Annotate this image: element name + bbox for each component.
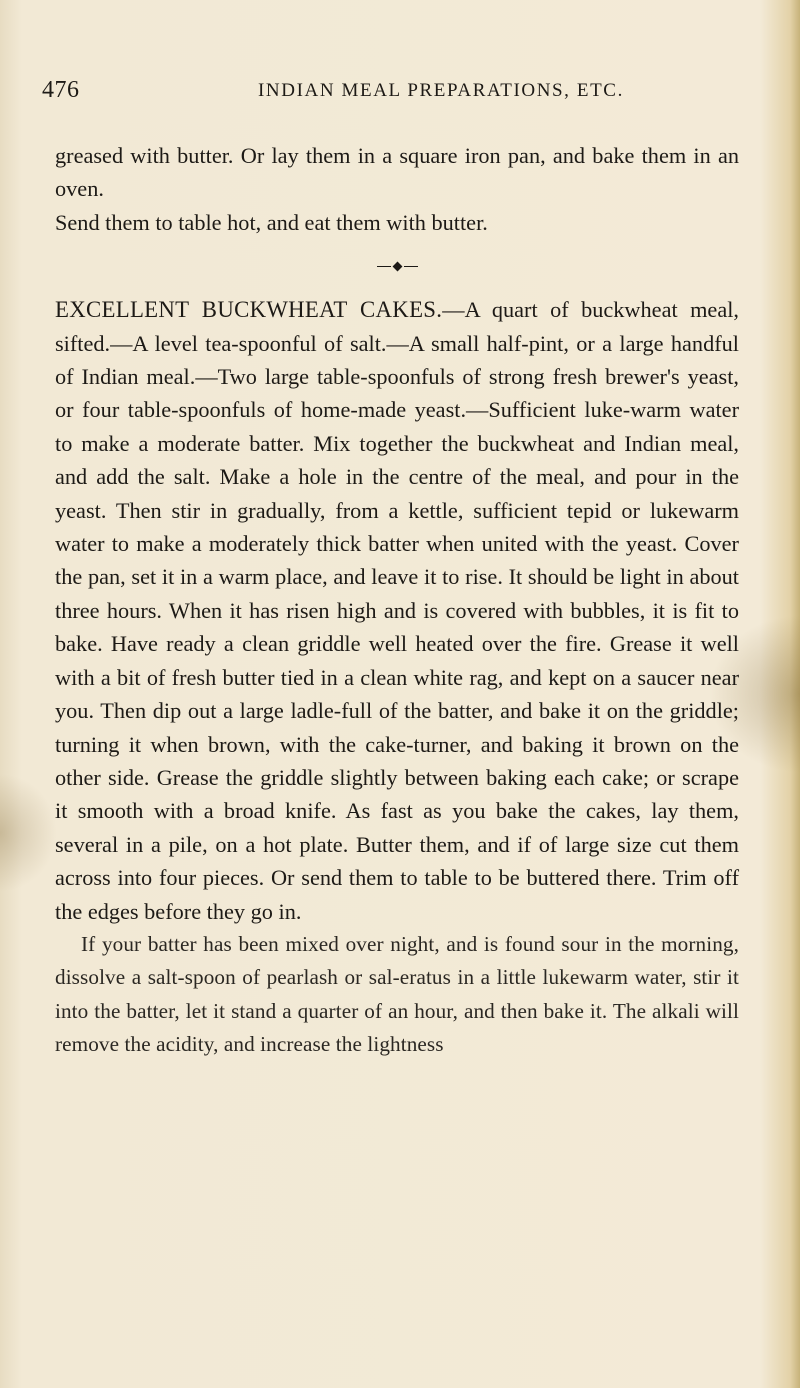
body-text [55, 139, 739, 1062]
divider-dash-left [377, 266, 391, 267]
recipe-note: If your batter has been mixed over night, and is found sour in the morning, dissolve a salt-spoon of pearlash or sal-eratus in a little lukewarm water, stir it into the batter, let it stand a quarter of an hour, and then bake it. The alkali will remove the acidity, and increase the lightness [55, 931, 739, 1057]
recipe-title: EXCELLENT BUCKWHEAT CAKES. [55, 297, 443, 323]
serving-text: Send them to table hot, and eat them with butter. [55, 209, 488, 235]
note-paragraph [55, 928, 739, 1062]
recipe-ingredients: —A quart of buckwheat meal, sifted.—A level tea-spoonful of salt.—A small half-pint, or a large handful of Indian meal.—Two large table-spoonfuls of strong fresh brewer's yeast, or four table-spoonfuls of home-made yeast.—Sufficient luke-warm water to make a moderate batter. [55, 297, 739, 456]
page-number: 476 [42, 77, 80, 103]
section-divider [55, 256, 739, 276]
continuation-paragraph: greased with butter. Or lay them in a square iron pan, and bake them in an oven. [55, 143, 739, 202]
diamond-icon [392, 261, 402, 271]
page-header [42, 77, 742, 113]
divider-dash-right [404, 266, 418, 267]
recipe-directions: Mix together the buckwheat and Indian meal, and add the salt. Make a hole in the centre of the meal, and pour in the yeast. Then stir in gradually, from a kettle, sufficient tepid or lukewarm water to make a moderately thick batter when united with the yeast. Cover the pan, set it in a warm place, and leave it to rise. It should be light in about three hours. When it has risen high and is covered with bubbles, it is fit to bake. Have ready a clean griddle well heated over the fire. Grease it well with a bit of fresh butter tied in a clean white rag, and kept on a saucer near you. Then dip out a large ladle-full of the batter, and bake it on the griddle; turning it when brown, with the cake-turner, and baking it brown on the other side. Grease the griddle slightly between baking each cake; or scrape it smooth with a broad knife. As fast as you bake the cakes, lay them, several in a pile, on a hot plate. Butter them, and if of large size cut them across into four pieces. Or send them to table to be buttered there. Trim off the edges before they go in. [55, 430, 740, 924]
running-head: INDIAN MEAL PREPARATIONS, ETC. [258, 80, 624, 101]
recipe-paragraph [55, 293, 739, 928]
serving-paragraph [55, 206, 739, 239]
